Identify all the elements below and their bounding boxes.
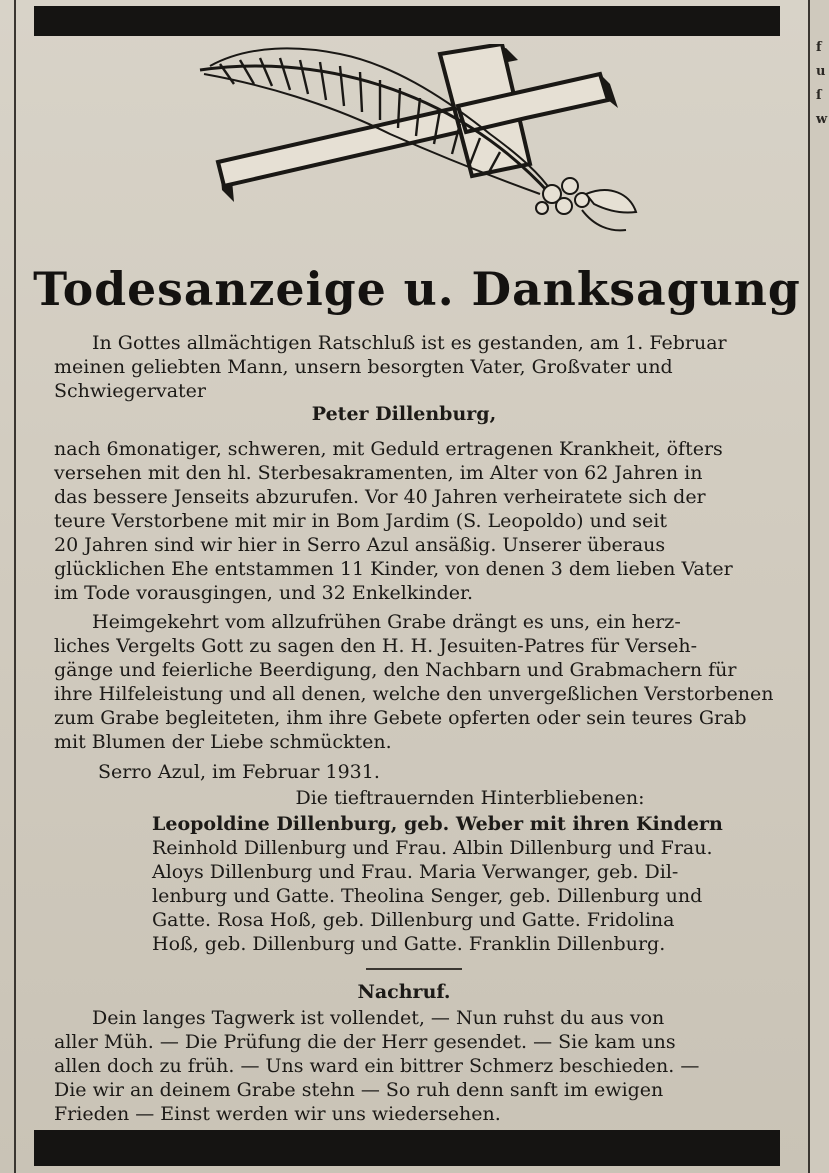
body-line: glücklichen Ehe entstammen 11 Kinder, von denen 3 dem lieben Vater: [54, 558, 733, 580]
mourner-line: Aloys Dillenburg und Frau. Maria Verwanger, geb. Dil-: [152, 861, 679, 883]
mourner-line: Leopoldine Dillenburg, geb. Weber mit ihren Kindern: [152, 813, 723, 835]
cross-and-palm-icon: [190, 44, 650, 240]
edge-char: ſ: [816, 88, 822, 103]
edge-char: f: [816, 40, 822, 55]
mourner-line: lenburg und Gatte. Theolina Senger, geb. Dillenburg und: [152, 885, 703, 907]
obituary-heading: Nachruf.: [357, 981, 451, 1003]
section-divider: [366, 968, 462, 970]
edge-char: u: [816, 64, 826, 79]
adjacent-column-edge: [808, 0, 829, 1173]
obituary-line: aller Müh. — Die Prüfung die der Herr gesendet. — Sie kam uns: [54, 1031, 676, 1053]
top-mourning-border: [34, 6, 780, 36]
deceased-name: Peter Dillenburg,: [311, 403, 497, 425]
mourners-heading: Die tieftrauernden Hinterbliebenen:: [295, 787, 645, 809]
thanks-line: gänge und feierliche Beerdigung, den Nachbarn und Grabmachern für: [54, 659, 737, 681]
announcement-title: Todesanzeige u. Danksagung: [33, 262, 801, 316]
body-line: im Tode vorausgingen, und 32 Enkelkinder.: [54, 582, 474, 604]
column-rule: [14, 0, 16, 1173]
place-date: Serro Azul, im Februar 1931.: [98, 761, 380, 783]
body-line: 20 Jahren sind wir hier in Serro Azul ansäßig. Unserer überaus: [54, 534, 666, 556]
announcement-line: Schwiegervater: [54, 380, 206, 402]
obituary-line: Frieden — Einst werden wir uns wiedersehen.: [54, 1103, 501, 1125]
thanks-line: ihre Hilfeleistung und all denen, welche den unvergeßlichen Verstorbenen: [54, 683, 774, 705]
body-line: das bessere Jenseits abzurufen. Vor 40 Jahren verheiratete sich der: [54, 486, 706, 508]
mourner-line: Reinhold Dillenburg und Frau. Albin Dillenburg und Frau.: [152, 837, 713, 859]
obituary-line: allen doch zu früh. — Uns ward ein bittrer Schmerz beschieden. —: [54, 1055, 700, 1077]
announcement-line: meinen geliebten Mann, unsern besorgten Vater, Großvater und: [54, 356, 673, 378]
obituary-line: Die wir an deinem Grabe stehn — So ruh denn sanft im ewigen: [54, 1079, 664, 1101]
thanks-line: mit Blumen der Liebe schmückten.: [54, 731, 392, 753]
announcement-line: In Gottes allmächtigen Ratschluß ist es gestanden, am 1. Februar: [92, 332, 727, 354]
mourner-line: Hoß, geb. Dillenburg und Gatte. Franklin Dillenburg.: [152, 933, 666, 955]
thanks-line: liches Vergelts Gott zu sagen den H. H. Jesuiten-Patres für Verseh-: [54, 635, 698, 657]
thanks-line: Heimgekehrt vom allzufrühen Grabe drängt es uns, ein herz-: [92, 611, 681, 633]
body-line: versehen mit den hl. Sterbesakramenten, im Alter von 62 Jahren in: [54, 462, 703, 484]
flower-bouquet-icon: [536, 178, 636, 230]
thanks-line: zum Grabe begleiteten, ihm ihre Gebete opferten oder sein teures Grab: [54, 707, 747, 729]
edge-char: w: [816, 112, 828, 127]
body-line: nach 6monatiger, schweren, mit Geduld ertragenen Krankheit, öfters: [54, 438, 723, 460]
obituary-line: Dein langes Tagwerk ist vollendet, — Nun ruhst du aus von: [92, 1007, 665, 1029]
body-line: teure Verstorbene mit mir in Bom Jardim (S. Leopoldo) und seit: [54, 510, 667, 532]
mourner-line: Gatte. Rosa Hoß, geb. Dillenburg und Gatte. Fridolina: [152, 909, 675, 931]
bottom-mourning-border: [34, 1130, 780, 1166]
